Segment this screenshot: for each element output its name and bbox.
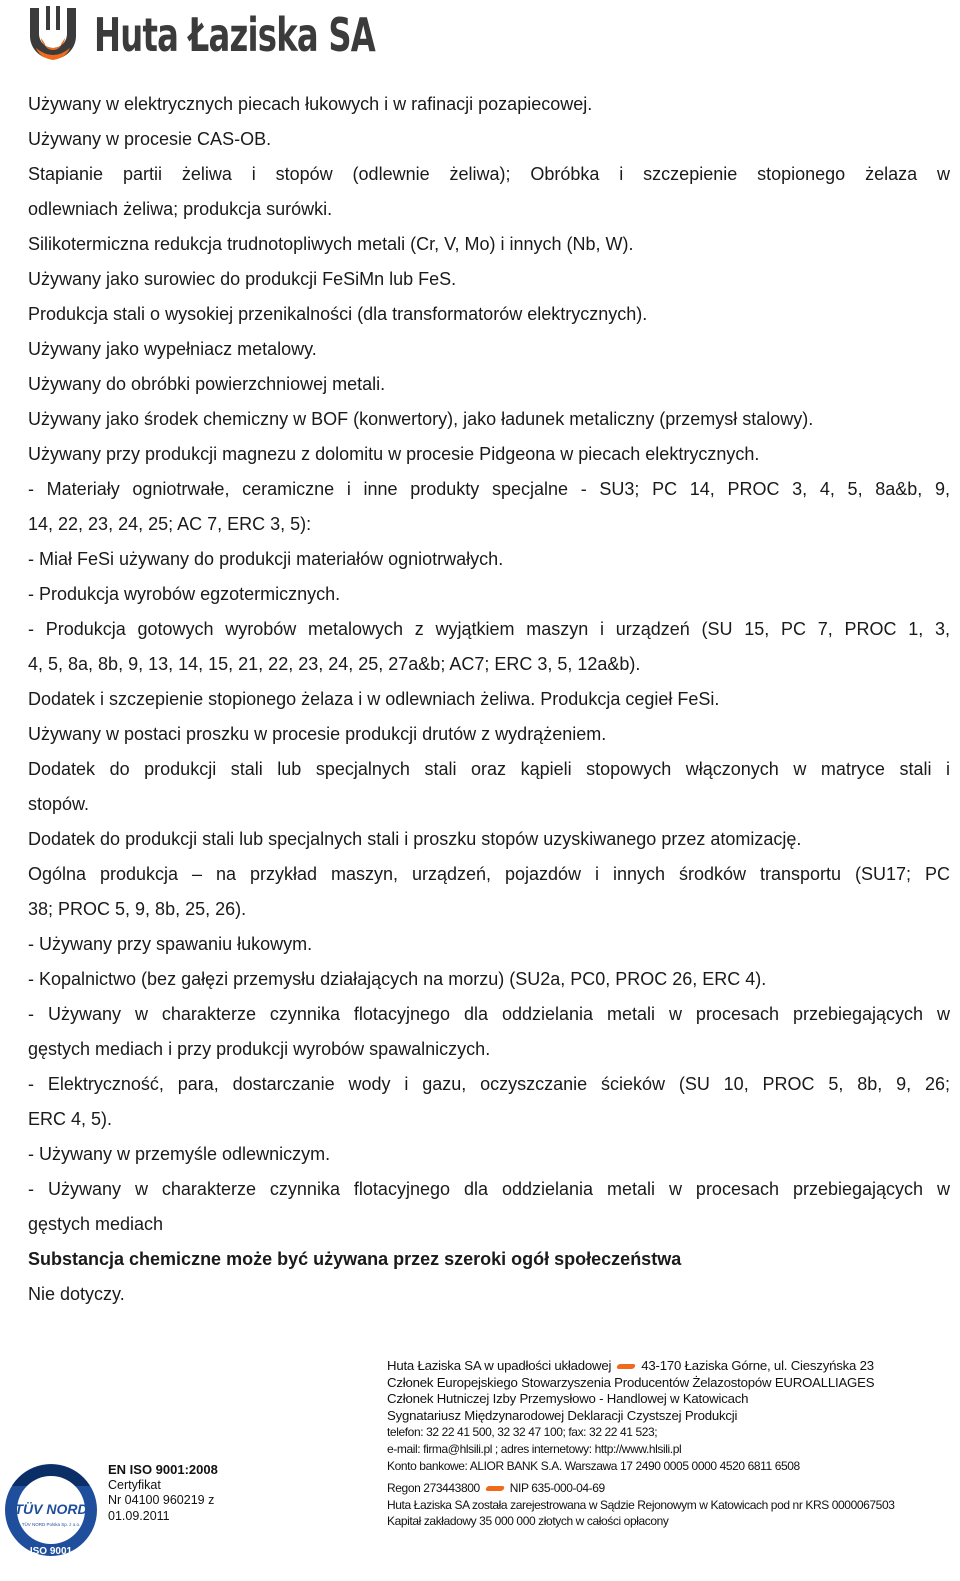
- cert-number: Nr 04100 960219 z: [108, 1493, 215, 1507]
- text-line: Używany jako wypełniacz metalowy.: [28, 339, 317, 359]
- regon: Regon 273443800: [387, 1481, 480, 1496]
- company-line: [387, 1358, 952, 1375]
- document-body: [28, 87, 950, 1312]
- text-line: - Używany w charakterze czynnika flotacyjnego dla oddzielania metali w procesach przebiegających w: [28, 1179, 950, 1199]
- badge-bottom-text: ISO 9001: [29, 1546, 73, 1557]
- text-line: - Materiały ogniotrwałe, ceramiczne i inne produkty specjalne - SU3; PC 14, PROC 3, 4, 5, 8a&b, 9,: [28, 479, 950, 499]
- text-line: Używany w procesie CAS-OB.: [28, 129, 272, 149]
- swoosh-icon: [616, 1364, 636, 1369]
- signatory: Sygnatariusz Międzynarodowej Deklaracji Czystszej Produkcji: [387, 1407, 738, 1423]
- swoosh-icon: [485, 1486, 505, 1491]
- text-line: gęstych mediach i przy produkcji wyrobów spawalniczych.: [28, 1039, 491, 1059]
- email: e-mail: firma@hlsili.pl ; adres internetowy: http://www.hlsili.pl: [387, 1441, 682, 1456]
- text-line: Stapianie partii żeliwa i stopów (odlewnie żeliwa); Obróbka i szczepienie stopionego żelaza w: [28, 164, 950, 184]
- company-logo: [26, 4, 454, 66]
- text-line: ERC 4, 5).: [28, 1109, 113, 1129]
- text-line: Dodatek do produkcji stali lub specjalnych stali oraz kąpieli stopowych włączonych w matryce stali i: [28, 759, 950, 779]
- text-line: Silikotermiczna redukcja trudnotopliwych metali (Cr, V, Mo) i innych (Nb, W).: [28, 234, 634, 254]
- ids-line: [387, 1480, 952, 1497]
- logo-mark-icon: [26, 4, 80, 66]
- text-line: - Używany w charakterze czynnika flotacyjnego dla oddzielania metali w procesach przebiegających w: [28, 1004, 950, 1024]
- text-line: Używany jako surowiec do produkcji FeSiMn lub FeS.: [28, 269, 457, 289]
- cert-standard: EN ISO 9001:2008: [108, 1462, 218, 1477]
- text-line: 4, 5, 8a, 8b, 9, 13, 14, 15, 21, 22, 23, 24, 25, 27a&b; AC7; ERC 3, 5, 12a&b).: [28, 654, 641, 674]
- nip: NIP 635-000-04-69: [509, 1481, 605, 1496]
- text-line: - Kopalnictwo (bez gałęzi przemysłu działających na morzu) (SU2a, PC0, PROC 26, ERC 4).: [28, 969, 767, 989]
- company-name: Huta Łaziska SA w upadłości układowej: [387, 1358, 612, 1373]
- text-line: - Używany w przemyśle odlewniczym.: [28, 1144, 331, 1164]
- text-line: Dodatek i szczepienie stopionego żelaza i w odlewniach żeliwa. Produkcja cegieł FeSi.: [28, 689, 720, 709]
- text-line: Dodatek do produkcji stali lub specjalnych stali i proszku stopów uzyskiwanego przez atomizację.: [28, 829, 802, 849]
- text-line: - Produkcja gotowych wyrobów metalowych z wyjątkiem maszyn i urządzeń (SU 15, PC 7, PROC 1, 3,: [28, 619, 950, 639]
- text-line: 14, 22, 23, 24, 25; AC 7, ERC 3, 5):: [28, 514, 312, 534]
- badge-sub-text: TÜV NORD Polska Sp. z o.o.: [21, 1522, 81, 1527]
- capital: Kapitał zakładowy 35 000 000 złotych w całości opłacony: [387, 1514, 669, 1529]
- text-line: Ogólna produkcja – na przykład maszyn, urządzeń, pojazdów i innych środków transportu (SU17; PC: [28, 864, 950, 884]
- text-line: Używany do obróbki powierzchniowej metali.: [28, 374, 386, 394]
- phone: telefon: 32 22 41 500, 32 32 47 100; fax: 32 22 41 523;: [387, 1425, 658, 1440]
- text-line: - Miał FeSi używany do produkcji materiałów ogniotrwałych.: [28, 549, 504, 569]
- member-europe: Członek Europejskiego Stowarzyszenia Producentów Żelazostopów EUROALLIAGES: [387, 1374, 875, 1390]
- text-line: Używany w postaci proszku w procesie produkcji drutów z wydrążeniem.: [28, 724, 607, 744]
- member-chamber: Członek Hutniczej Izby Przemysłowo - Handlowej w Katowicach: [387, 1391, 749, 1407]
- text-line: Używany jako środek chemiczny w BOF (konwertory), jako ładunek metaliczny (przemysł stalowy).: [28, 409, 814, 429]
- text-line: - Elektryczność, para, dostarczanie wody i gazu, oczyszczanie ścieków (SU 10, PROC 5, 8b, 9, 26;: [28, 1074, 950, 1094]
- text-line: - Używany przy spawaniu łukowym.: [28, 934, 313, 954]
- cert-label: Certyfikat: [108, 1477, 161, 1492]
- company-info: [387, 1358, 952, 1530]
- bank-account: Konto bankowe: ALIOR BANK S.A. Warszawa 17 2490 0005 0000 4520 6811 6508: [387, 1458, 800, 1473]
- cert-date: 01.09.2011: [108, 1508, 170, 1523]
- text-line: Używany przy produkcji magnezu z dolomitu w procesie Pidgeona w piecach elektrycznych.: [28, 444, 760, 464]
- certificate-text: [108, 1462, 218, 1524]
- text-line: Produkcja stali o wysokiej przenikalności (dla transformatorów elektrycznych).: [28, 304, 648, 324]
- text-line: gęstych mediach: [28, 1214, 164, 1234]
- text-line: 38; PROC 5, 9, 8b, 25, 26).: [28, 899, 247, 919]
- text-line: Używany w elektrycznych piecach łukowych i w rafinacji pozapiecowej.: [28, 94, 593, 114]
- text-line: - Produkcja wyrobów egzotermicznych.: [28, 584, 341, 604]
- registration: Huta Łaziska SA została zarejestrowana w Sądzie Rejonowym w Katowicach pod nr KRS 0000067503: [387, 1497, 895, 1512]
- badge-top-text: TÜV NORD: [14, 1501, 88, 1517]
- text-line: odlewniach żeliwa; produkcja surówki.: [28, 199, 333, 219]
- section-heading: Substancja chemiczne może być używana przez szeroki ogół społeczeństwa: [28, 1249, 682, 1269]
- company-address: 43-170 Łaziska Górne, ul. Cieszyńska 23: [641, 1358, 874, 1373]
- logo-text: Huta Łaziska SA: [94, 8, 376, 62]
- text-line: stopów.: [28, 794, 90, 814]
- tuv-certificate-badge-icon: [2, 1458, 100, 1568]
- text-line: Nie dotyczy.: [28, 1284, 125, 1304]
